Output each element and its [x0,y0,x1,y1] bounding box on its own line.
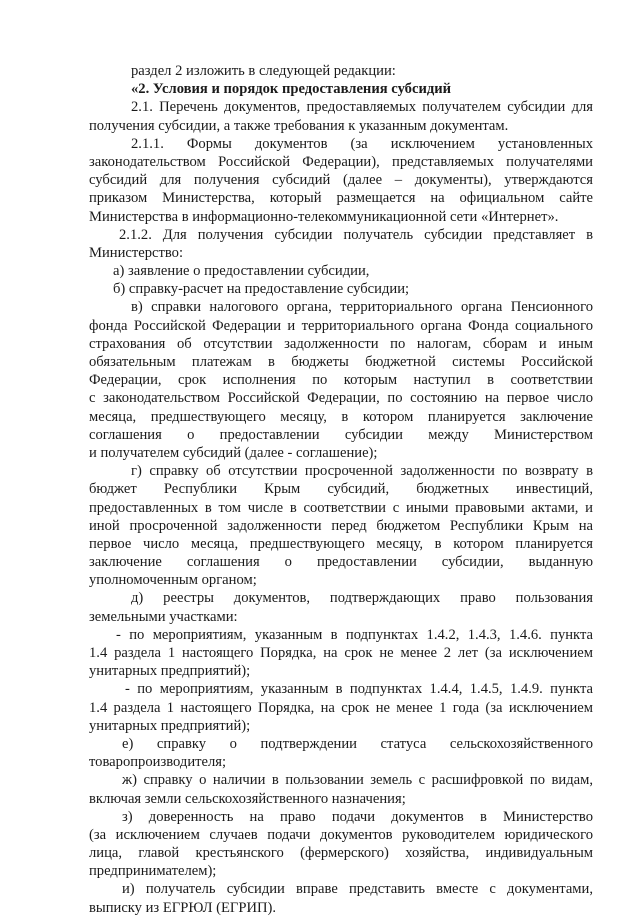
list-item-i-line: выписку из ЕГРЮЛ (ЕГРИП). [89,899,277,916]
list-item-a: а) заявление о предоставлении субсидии, [113,263,370,280]
list-item-v-line: и получателем субсидий (далее - соглашение); [89,444,378,461]
list-item-g-line: иной просроченной задолженности перед бюджетом Республики Крым на [89,517,593,534]
list-item-b: б) справку-расчет на предоставление субсидии; [113,281,410,298]
sub-item-1-line: - по мероприятиям, указанным в подпунктах 1.4.2, 1.4.3, 1.4.6. пункта [116,626,593,643]
list-item-z-line: (за исключением случаев подачи документов руководителем юридического [89,826,593,843]
list-item-v-line: обязательным платежам в бюджеты бюджетной системы Российской [89,354,593,370]
list-item-d-line: д) реестры документов, подтверждающих право пользования [131,590,593,607]
sub-item-2-line: 1.4 раздела 1 настоящего Порядка, на срок не менее 1 года (за исключением [89,699,593,716]
list-item-g-line: бюджет Республики Крым субсидий, бюджетных инвестиций, [89,481,593,498]
paragraph-2-1-line: 2.1. Перечень документов, предоставляемых получателем субсидии для [131,99,593,116]
section-title: «2. Условия и порядок предоставления субсидий [131,81,452,98]
list-item-z-line: лица, главой крестьянского (фермерского) хозяйства, индивидуальным [89,845,593,862]
list-item-g-line: уполномоченным органом; [89,572,257,589]
document-page [89,62,593,917]
list-item-zh-line: включая земли сельскохозяйственного назначения; [89,790,406,807]
list-item-z-line: з) доверенность на право подачи документов в Министерство [122,808,593,825]
list-item-v-line: с законодательством Российской Федерации, по состоянию на первое число [89,390,593,407]
list-item-g-line: первое число месяца, предшествующего месяцу, в котором планируется [89,535,593,552]
sub-item-1-line: унитарных предприятий); [89,663,251,680]
list-item-v-line: в) справки налогового органа, территориального органа Пенсионного [131,299,593,316]
list-item-d-line: земельными участками: [89,608,238,625]
paragraph-2-1-1-line: Министерства в информационно-телекоммуникационной сети «Интернет». [89,208,559,225]
intro-line: раздел 2 изложить в следующей редакции: [131,63,396,79]
paragraph-2-1-1-line: приказом Министерства, который размещается на официальном сайте [89,190,593,207]
list-item-v-line: Федерации, срок исполнения по которым наступил в соответствии [89,372,593,389]
paragraph-2-1-1-line: 2.1.1. Формы документов (за исключением установленных [131,135,593,152]
paragraph-2-1-1-line: законодательством Российской Федерации), представляемых получателями [89,153,593,170]
sub-item-2-line: унитарных предприятий); [89,717,251,734]
list-item-v-line: страхования об отсутствии задолженности по налогам, сборам и иным [89,335,593,352]
paragraph-2-1-2-line: 2.1.2. Для получения субсидии получатель субсидии представляет в [119,226,593,243]
list-item-g-line: предоставленных в том числе в соответствии с иными правовыми актами, и [89,499,593,516]
sub-item-2-line: - по мероприятиям, указанным в подпунктах 1.4.4, 1.4.5, 1.4.9. пункта [125,681,593,698]
list-item-v-line: соглашения о предоставлении субсидии между Министерством [89,426,593,443]
list-item-v-line: фонда Российской Федерации и территориального органа Фонда социального [89,317,593,334]
list-item-zh-line: ж) справку о наличии в пользовании земель с расшифровкой по видам, [122,772,593,789]
paragraph-2-1-1-line: субсидий для получения субсидий (далее – документы), утверждаются [89,172,593,189]
sub-item-1-line: 1.4 раздела 1 настоящего Порядка, на срок не менее 2 лет (за исключением [89,645,593,661]
list-item-e-line: товаропроизводителя; [89,754,227,771]
list-item-g-line: заключение соглашения о предоставлении субсидии, выданную [89,554,593,571]
paragraph-2-1-line: получения субсидии, а также требования к указанным документам. [89,117,509,134]
list-item-z-line: предпринимателем); [89,863,217,880]
paragraph-2-1-2-line: Министерство: [89,244,184,261]
list-item-v-line: месяца, предшествующего месяцу, в котором планируется заключение [89,408,593,425]
list-item-i-line: и) получатель субсидии вправе представить вместе с документами, [122,881,593,898]
list-item-g-line: г) справку об отсутствии просроченной задолженности по возврату в [131,463,593,480]
list-item-e-line: е) справку о подтверждении статуса сельскохозяйственного [122,735,593,752]
